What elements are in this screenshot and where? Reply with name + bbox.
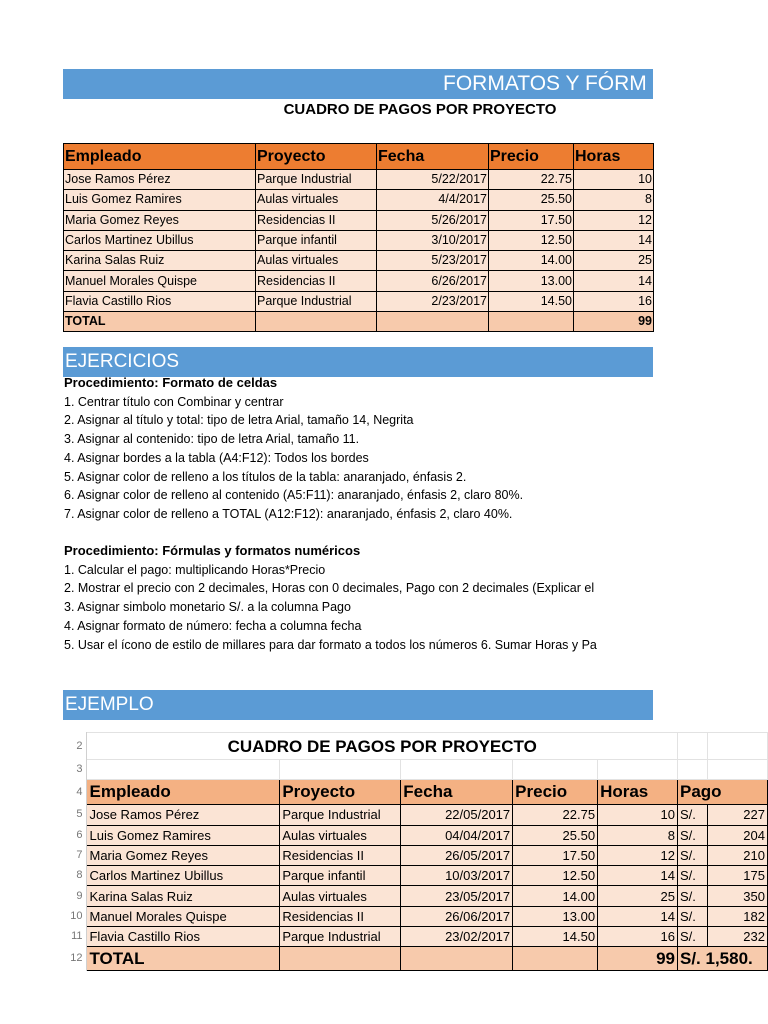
cell-horas: 12: [598, 845, 678, 865]
procedure-step: 3. Asignar al contenido: tipo de letra Arial, tamaño 11.: [64, 432, 360, 447]
procedure-step: 1. Centrar título con Combinar y centrar: [64, 394, 284, 409]
procedure-step: 2. Asignar al título y total: tipo de letra Arial, tamaño 14, Negrita: [64, 413, 414, 428]
cell-horas: 16: [574, 291, 654, 311]
col-header-fecha: Fecha: [377, 144, 489, 170]
row-number: 9: [63, 886, 87, 906]
procedure-step: 7. Asignar color de relleno a TOTAL (A12:F12): anaranjado, énfasis 2, claro 40%.: [64, 506, 513, 521]
col-header-precio: Precio: [489, 144, 574, 170]
cell-precio: 22.75: [489, 170, 574, 190]
table-row: [64, 271, 654, 291]
cell-horas: 8: [598, 825, 678, 845]
col-header-proyecto: Proyecto: [280, 780, 401, 805]
cell-proyecto: Parque Industrial: [280, 805, 401, 825]
cell-proyecto: Aulas virtuales: [256, 190, 377, 210]
page-banner: FORMATOS Y FÓRM: [63, 69, 653, 99]
table-row: [63, 825, 768, 845]
cell-proyecto: Parque Industrial: [280, 927, 401, 947]
total-empty: [280, 947, 401, 971]
table-total-row: [64, 312, 654, 332]
procedure-formato-celdas: [64, 374, 654, 524]
cell-empleado: Carlos Martinez Ubillus: [87, 866, 280, 886]
col-header-horas: Horas: [574, 144, 654, 170]
procedure-heading: Procedimiento: Fórmulas y formatos numéricos: [64, 543, 361, 558]
cell-proyecto: Residencias II: [280, 845, 401, 865]
procedure-step: 5. Usar el ícono de estilo de millares para dar formato a todos los números 6. Sumar Horas y Pa: [64, 637, 597, 652]
cell-proyecto: Aulas virtuales: [280, 825, 401, 845]
cell-precio: 14.00: [489, 251, 574, 271]
row-number: 7: [63, 845, 87, 865]
table-row: [64, 291, 654, 311]
cell-empleado: Maria Gomez Reyes: [87, 845, 280, 865]
table-row: [63, 927, 768, 947]
cell-pago: 175: [707, 866, 767, 886]
cell-fecha: 04/04/2017: [401, 825, 513, 845]
cell-fecha: 5/26/2017: [377, 210, 489, 230]
cell-empleado: Karina Salas Ruiz: [87, 886, 280, 906]
example-spreadsheet: [63, 732, 768, 980]
cell-proyecto: Residencias II: [256, 271, 377, 291]
cell-horas: 12: [574, 210, 654, 230]
procedure-step: 4. Asignar formato de número: fecha a columna fecha: [64, 618, 362, 633]
empty-cell: [280, 760, 401, 780]
total-hours: 99: [574, 312, 654, 332]
cell-precio: 14.50: [489, 291, 574, 311]
cell-fecha: 4/4/2017: [377, 190, 489, 210]
procedure-step: 6. Asignar color de relleno al contenido (A5:F11): anaranjado, énfasis 2, claro 80%.: [64, 488, 524, 503]
col-header-precio: Precio: [513, 780, 598, 805]
cell-horas: 14: [574, 230, 654, 250]
cell-proyecto: Aulas virtuales: [280, 886, 401, 906]
cell-empleado: Carlos Martinez Ubillus: [64, 230, 256, 250]
table-row: [63, 886, 768, 906]
table-row: [64, 251, 654, 271]
procedure-step: 2. Mostrar el precio con 2 decimales, Horas con 0 decimales, Pago con 2 decimales (Explicar el: [64, 581, 595, 596]
cell-precio: 13.00: [489, 271, 574, 291]
cell-horas: 8: [574, 190, 654, 210]
cell-fecha: 5/23/2017: [377, 251, 489, 271]
cell-currency: S/.: [678, 805, 708, 825]
table-header-row: [64, 144, 654, 170]
cell-precio: 12.50: [513, 866, 598, 886]
cell-fecha: 26/05/2017: [401, 845, 513, 865]
table-row: [63, 805, 768, 825]
table-row: [63, 906, 768, 926]
cell-fecha: 3/10/2017: [377, 230, 489, 250]
cell-currency: S/.: [678, 825, 708, 845]
cell-pago: 227: [707, 805, 767, 825]
empty-cell: [87, 760, 280, 780]
cell-empleado: Luis Gomez Ramires: [64, 190, 256, 210]
cell-horas: 10: [574, 170, 654, 190]
cell-fecha: 26/06/2017: [401, 906, 513, 926]
col-header-empleado: Empleado: [64, 144, 256, 170]
cell-proyecto: Parque infantil: [280, 866, 401, 886]
empty-cell: [707, 760, 767, 780]
cell-proyecto: Aulas virtuales: [256, 251, 377, 271]
cell-precio: 25.50: [489, 190, 574, 210]
example-title: CUADRO DE PAGOS POR PROYECTO: [87, 733, 678, 760]
cell-empleado: Jose Ramos Pérez: [64, 170, 256, 190]
cell-proyecto: Residencias II: [256, 210, 377, 230]
cell-horas: 14: [574, 271, 654, 291]
table-title: CUADRO DE PAGOS POR PROYECTO: [283, 101, 557, 118]
cell-currency: S/.: [678, 927, 708, 947]
cell-fecha: 23/05/2017: [401, 886, 513, 906]
procedure-heading: Procedimiento: Formato de celdas: [64, 375, 278, 390]
col-header-empleado: Empleado: [87, 780, 280, 805]
row-number: 10: [63, 906, 87, 926]
total-empty: [256, 312, 377, 332]
total-pago: S/. 1,580.: [678, 947, 768, 971]
row-number: 4: [63, 780, 87, 805]
cell-fecha: 5/22/2017: [377, 170, 489, 190]
cell-empleado: Karina Salas Ruiz: [64, 251, 256, 271]
row-number: 8: [63, 866, 87, 886]
empty-cell: [598, 760, 678, 780]
col-header-proyecto: Proyecto: [256, 144, 377, 170]
cell-proyecto: Parque Industrial: [256, 170, 377, 190]
procedure-step: 3. Asignar simbolo monetario S/. a la columna Pago: [64, 600, 351, 615]
table-row: [63, 866, 768, 886]
table-total-row: [63, 947, 768, 971]
cell-precio: 14.00: [513, 886, 598, 906]
col-header-horas: Horas: [598, 780, 678, 805]
empty-cell: [401, 760, 513, 780]
cell-empleado: Maria Gomez Reyes: [64, 210, 256, 230]
empty-cell: [678, 760, 708, 780]
cell-precio: 13.00: [513, 906, 598, 926]
cell-fecha: 10/03/2017: [401, 866, 513, 886]
cell-fecha: 6/26/2017: [377, 271, 489, 291]
cell-proyecto: Parque Industrial: [256, 291, 377, 311]
empty-cell: [678, 733, 708, 760]
procedure-step: 1. Calcular el pago: multiplicando Horas*Precio: [64, 562, 326, 577]
row-number: 5: [63, 805, 87, 825]
table-row: [64, 190, 654, 210]
procedure-step: 4. Asignar bordes a la tabla (A4:F12): Todos los bordes: [64, 450, 369, 465]
cell-horas: 25: [598, 886, 678, 906]
cell-empleado: Jose Ramos Pérez: [87, 805, 280, 825]
cell-horas: 10: [598, 805, 678, 825]
cell-empleado: Luis Gomez Ramires: [87, 825, 280, 845]
cell-proyecto: Parque infantil: [256, 230, 377, 250]
total-hours: 99: [598, 947, 678, 971]
total-empty: [401, 947, 513, 971]
cell-horas: 25: [574, 251, 654, 271]
total-label: TOTAL: [87, 947, 280, 971]
table-row: [64, 210, 654, 230]
sheet-header-row: [63, 780, 768, 805]
cell-horas: 14: [598, 906, 678, 926]
row-number: 2: [63, 733, 87, 760]
table-row: [64, 230, 654, 250]
col-header-pago: Pago: [678, 780, 768, 805]
cell-pago: 182: [707, 906, 767, 926]
procedure-step: 5. Asignar color de relleno a los títulos de la tabla: anaranjado, énfasis 2.: [64, 469, 467, 484]
cell-precio: 22.75: [513, 805, 598, 825]
procedure-formulas: [64, 542, 654, 654]
cell-precio: 17.50: [513, 845, 598, 865]
row-number: 6: [63, 825, 87, 845]
cell-horas: 16: [598, 927, 678, 947]
cell-fecha: 2/23/2017: [377, 291, 489, 311]
col-header-fecha: Fecha: [401, 780, 513, 805]
cell-precio: 17.50: [489, 210, 574, 230]
empty-cell: [513, 760, 598, 780]
total-label: TOTAL: [64, 312, 256, 332]
cell-empleado: Flavia Castillo Rios: [87, 927, 280, 947]
cell-empleado: Flavia Castillo Rios: [64, 291, 256, 311]
payments-table: [63, 143, 654, 332]
row-number: 12: [63, 947, 87, 971]
cell-currency: S/.: [678, 866, 708, 886]
total-empty: [377, 312, 489, 332]
cell-empleado: Manuel Morales Quispe: [87, 906, 280, 926]
sheet-row: [63, 733, 768, 760]
ejemplo-banner: EJEMPLO: [63, 690, 653, 720]
cell-horas: 14: [598, 866, 678, 886]
cell-currency: S/.: [678, 886, 708, 906]
cell-precio: 12.50: [489, 230, 574, 250]
total-empty: [513, 947, 598, 971]
table-row: [64, 170, 654, 190]
cell-pago: 232: [707, 927, 767, 947]
table-row: [63, 845, 768, 865]
ejercicios-banner: EJERCICIOS: [63, 347, 653, 377]
cell-fecha: 22/05/2017: [401, 805, 513, 825]
cell-pago: 210: [707, 845, 767, 865]
cell-currency: S/.: [678, 845, 708, 865]
cell-precio: 25.50: [513, 825, 598, 845]
cell-proyecto: Residencias II: [280, 906, 401, 926]
cell-fecha: 23/02/2017: [401, 927, 513, 947]
cell-empleado: Manuel Morales Quispe: [64, 271, 256, 291]
row-number: 3: [63, 760, 87, 780]
total-empty: [489, 312, 574, 332]
sheet-row: [63, 760, 768, 780]
empty-cell: [707, 733, 767, 760]
cell-pago: 350: [707, 886, 767, 906]
row-number: 11: [63, 927, 87, 947]
cell-pago: 204: [707, 825, 767, 845]
cell-currency: S/.: [678, 906, 708, 926]
cell-precio: 14.50: [513, 927, 598, 947]
